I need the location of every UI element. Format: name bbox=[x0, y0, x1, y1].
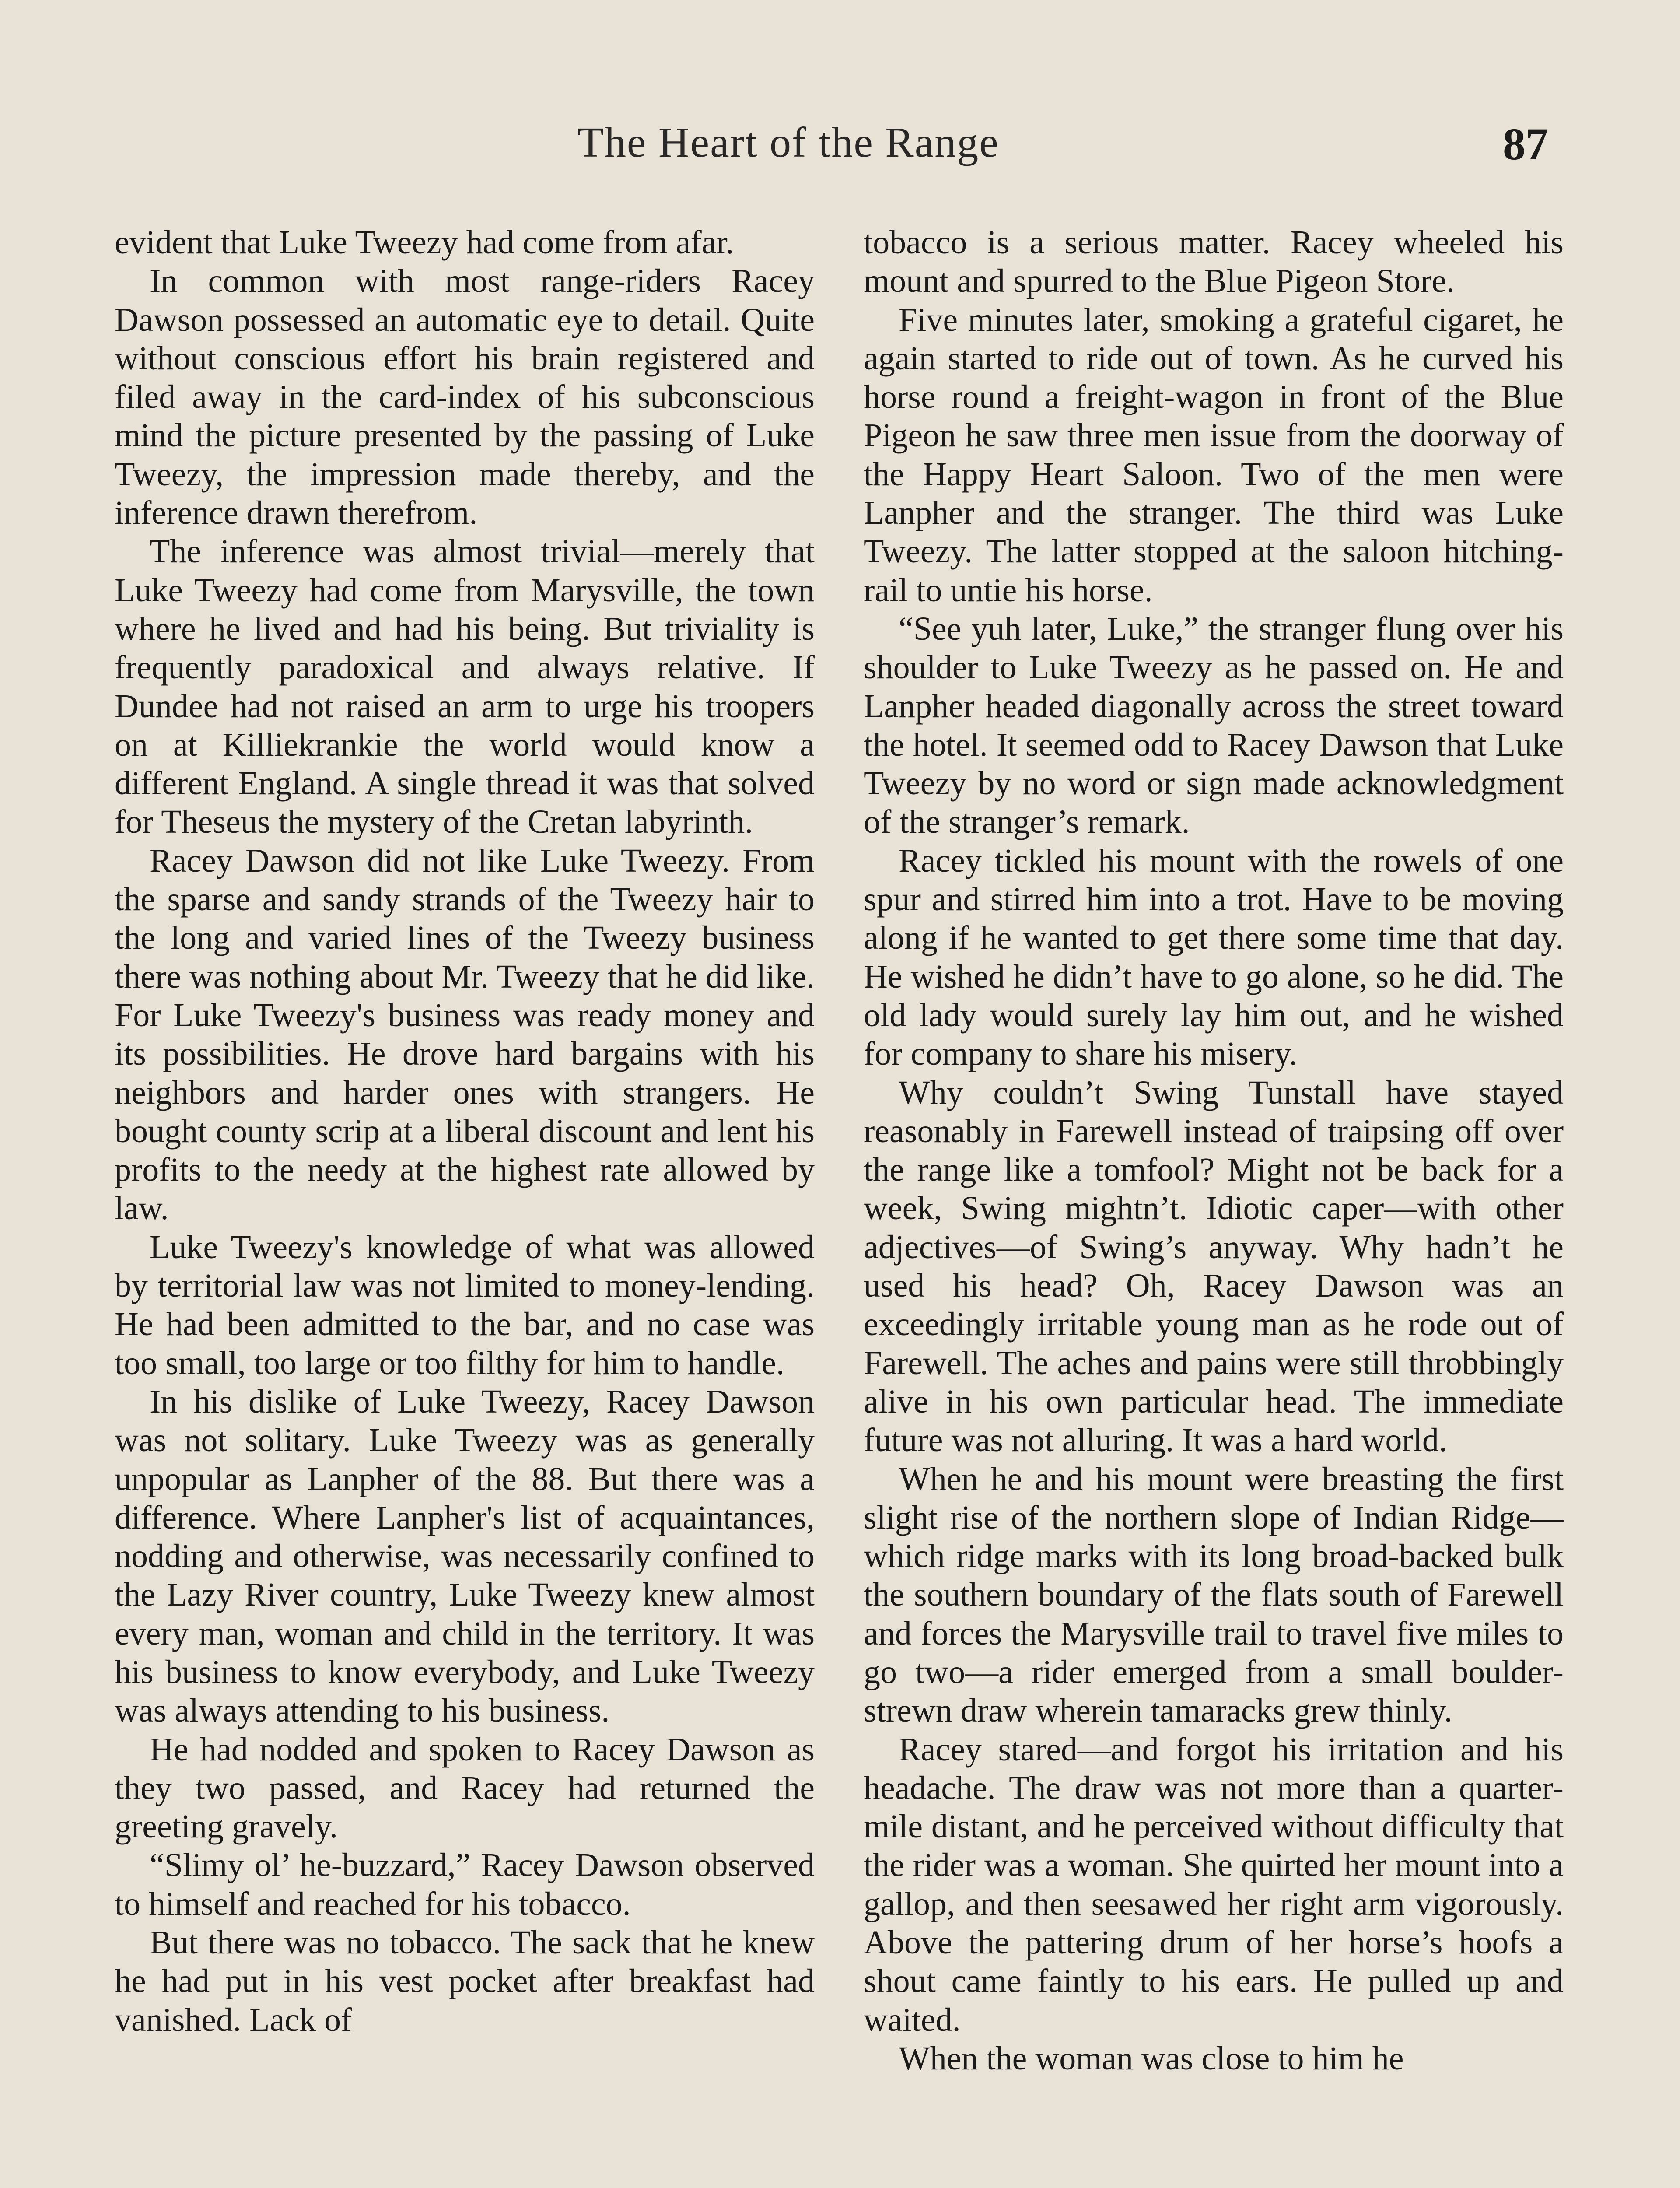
paragraph: The inference was almost trivial—merely that Luke Tweezy had come from Marysville, the town where he lived and had his being. But triviality is frequently paradoxical and always relative. If Dundee had not raised an arm to urge his troopers on at Killiekrankie the world would know a different England. A single thread it was that solved for Theseus the mystery of the Cretan labyrinth. bbox=[115, 533, 815, 841]
running-head bbox=[0, 118, 1680, 179]
paragraph: Racey tickled his mount with the rowels of one spur and stirred him into a trot. Have to be moving along if he wanted to get there some time that day. He wished he didn’t have to go alone, so he did. The old lady would surely lay him out, and he wished for company to share his misery. bbox=[864, 842, 1564, 1073]
paragraph: Why couldn’t Swing Tunstall have stayed reasonably in Farewell instead of traipsing off over the range like a tomfool? Might not be back for a week, Swing mightn’t. Idiotic caper—with other adjectives—of Swing’s anyway. Why hadn’t he used his head? Oh, Racey Dawson was an exceedingly irritable young man as he rode out of Farewell. The aches and pains were still throbbingly alive in his own particular head. The immediate future was not alluring. It was a hard world. bbox=[864, 1074, 1564, 1459]
page-number: 87 bbox=[1503, 119, 1548, 169]
paragraph: “See yuh later, Luke,” the stranger flung over his shoulder to Luke Tweezy as he passed on. He and Lanpher headed diagonally across the street toward the hotel. It seemed odd to Racey Dawson that Luke Tweezy by no word or sign made acknowledgment of the stranger’s remark. bbox=[864, 610, 1564, 841]
paragraph: Five minutes later, smoking a grateful cigaret, he again started to ride out of town. As he curved his horse round a freight-wagon in front of the Blue Pigeon he saw three men issue from the doorway of the Happy Heart Saloon. Two of the men were Lanpher and the stranger. The third was Luke Tweezy. The latter stopped at the saloon hitching-rail to untie his horse. bbox=[864, 301, 1564, 609]
paragraph: When he and his mount were breasting the first slight rise of the northern slope of Indian Ridge—which ridge marks with its long broad-backed bulk the southern boundary of the flats south of Farewell and forces the Marysville trail to travel five miles to go two—a rider emerged from a small boulder-strewn draw wherein tamaracks grew thinly. bbox=[864, 1460, 1564, 1729]
right-column bbox=[864, 223, 1564, 2078]
paragraph: Racey Dawson did not like Luke Tweezy. From the sparse and sandy strands of the Tweezy hair to the long and varied lines of the Tweezy business there was nothing about Mr. Tweezy that he did like. For Luke Tweezy's business was ready money and its possibilities. He drove hard bargains with his neighbors and harder ones with strangers. He bought county scrip at a liberal discount and lent his profits to the needy at the highest rate allowed by law. bbox=[115, 842, 815, 1227]
paragraph: “Slimy ol’ he-buzzard,” Racey Dawson observed to himself and reached for his tobacco. bbox=[115, 1847, 815, 1922]
paragraph: Luke Tweezy's knowledge of what was allowed by territorial law was not limited to money-lending. He had been admitted to the bar, and no case was too small, too large or too filthy for him to handle. bbox=[115, 1228, 815, 1382]
paragraph: When the woman was close to him he bbox=[899, 2040, 1404, 2077]
paragraph: But there was no tobacco. The sack that he knew he had put in his vest pocket after breakfast had vanished. Lack of bbox=[115, 1924, 815, 2038]
paragraph: Racey stared—and forgot his irritation and his headache. The draw was not more than a quarter-mile distant, and he perceived without difficulty that the rider was a woman. She quirted her mount into a gallop, and then seesawed her right arm vigorously. Above the pattering drum of her horse’s hoofs a shout came faintly to his ears. He pulled up and waited. bbox=[864, 1731, 1564, 2038]
paragraph: He had nodded and spoken to Racey Dawson as they two passed, and Racey had returned the greeting gravely. bbox=[115, 1731, 815, 1845]
paragraph: evident that Luke Tweezy had come from afar. bbox=[115, 224, 734, 261]
paragraph: tobacco is a serious matter. Racey wheeled his mount and spurred to the Blue Pigeon Store. bbox=[864, 224, 1564, 300]
paragraph: In his dislike of Luke Tweezy, Racey Dawson was not solitary. Luke Tweezy was as generally unpopular as Lanpher of the 88. But there was a difference. Where Lanpher's list of acquaintances, nodding and otherwise, was necessarily confined to the Lazy River country, Luke Tweezy knew almost every man, woman and child in the territory. It was his business to know everybody, and Luke Tweezy was always attending to his business. bbox=[115, 1383, 815, 1729]
left-column bbox=[115, 223, 815, 2039]
running-head-title: The Heart of the Range bbox=[578, 119, 999, 166]
paragraph: In common with most range-riders Racey Dawson possessed an automatic eye to detail. Quite without conscious effort his brain registered and filed away in the card-index of his subconscious mind the picture presented by the passing of Luke Tweezy, the impression made thereby, and the inference drawn therefrom. bbox=[115, 263, 815, 532]
